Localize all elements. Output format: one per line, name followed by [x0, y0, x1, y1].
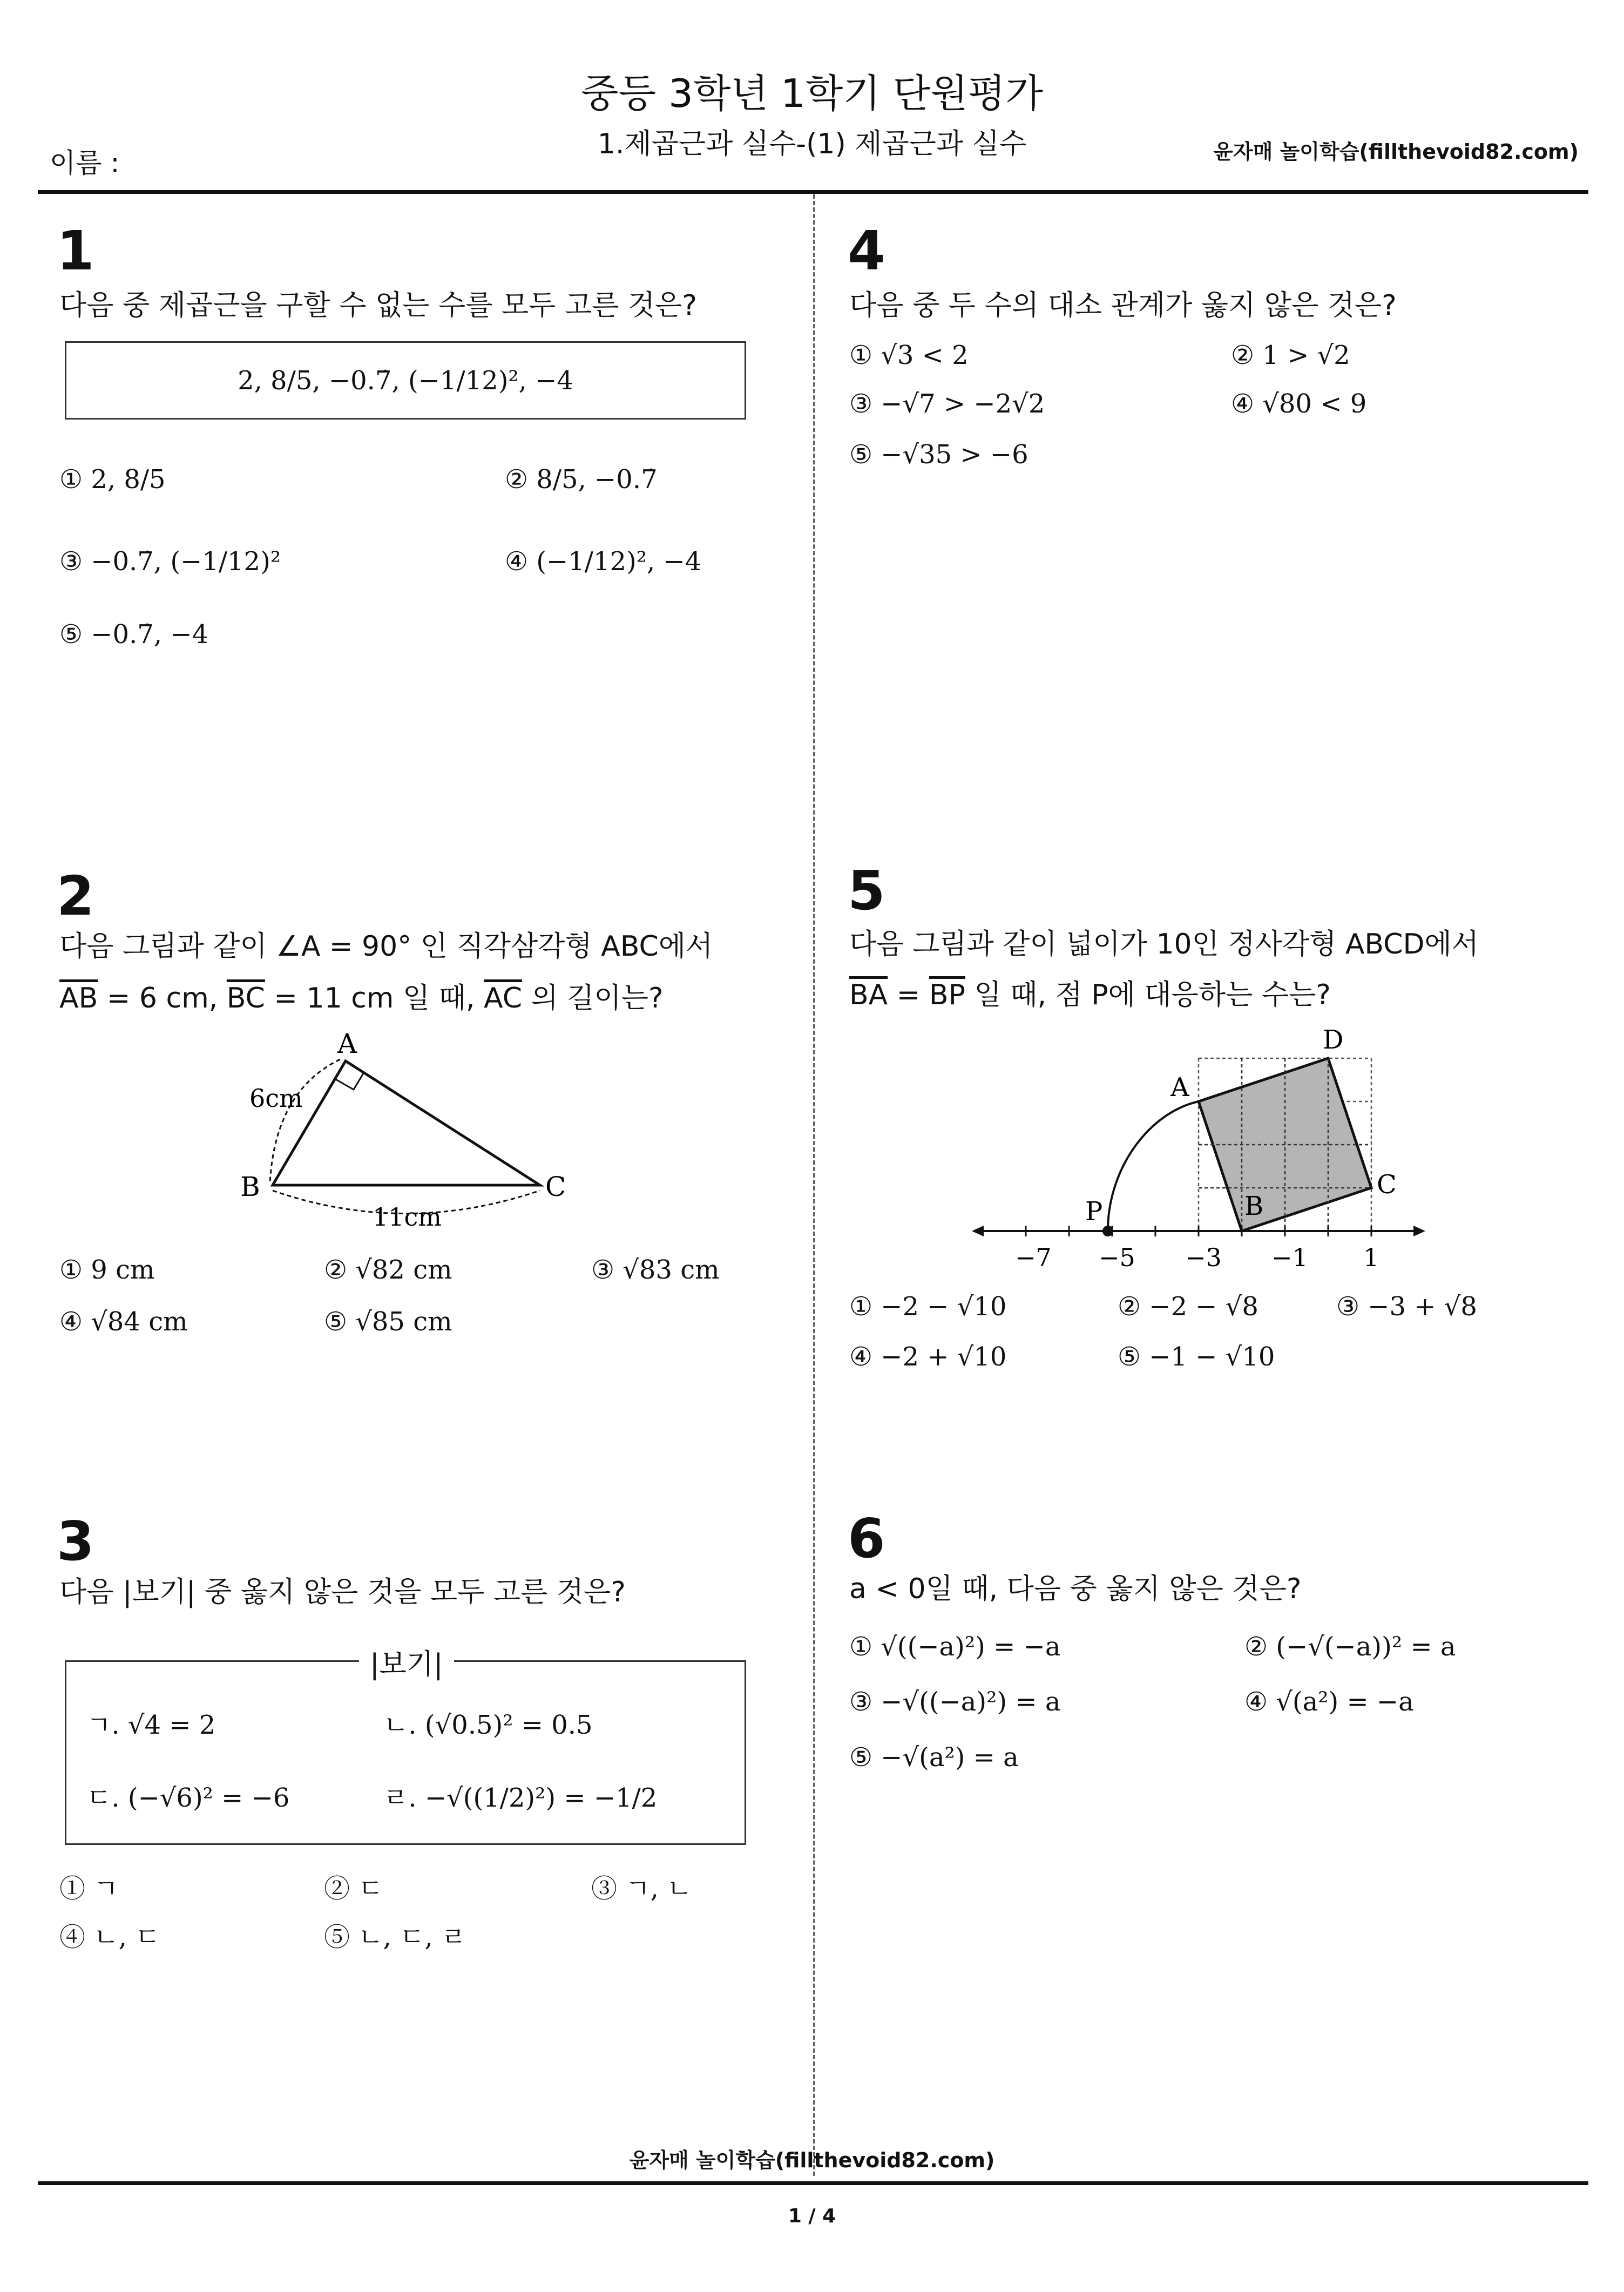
segment-ac: $\overline{AC}$: [484, 982, 522, 1015]
option-2[interactable]: ② ㄷ: [324, 1874, 383, 1904]
tick-label: 1: [1363, 1243, 1379, 1272]
question-number: 6: [848, 1507, 885, 1570]
question-number: 5: [848, 859, 885, 922]
given-numbers-box: 2, 8/5, −0.7̇, (−1/12)², −4: [65, 341, 746, 420]
option-5[interactable]: ⑤ ㄴ, ㄷ, ㄹ: [324, 1922, 466, 1952]
question-text: 다음 중 두 수의 대소 관계가 옳지 않은 것은?: [849, 289, 1397, 322]
question-number: 4: [848, 219, 885, 282]
question-text-line2: $\overline{BA} = \overline{BP}$ 일 때, 점 P에 대응하는 수는?: [849, 979, 1331, 1011]
question-text: 다음 그림과 같이 넓이가 10인 정사각형 ABCD에서: [849, 928, 1479, 961]
option-5[interactable]: ⑤ −√(a²) = a: [849, 1742, 1019, 1773]
bogi-item: ㄷ. (−√6)² = −6: [86, 1783, 290, 1813]
segment-bp: $\overline{BP}$: [929, 979, 965, 1011]
point-p-label: P: [1085, 1196, 1103, 1227]
option-3[interactable]: ③ −√((−a)²) = a: [849, 1687, 1061, 1717]
point-p-dot: [1102, 1226, 1113, 1236]
ab-dashed-arc: [270, 1059, 340, 1182]
left-arrow: [972, 1226, 984, 1236]
option-5[interactable]: ⑤ −1 − √10: [1118, 1342, 1275, 1372]
square-number-line-figure: [966, 1020, 1431, 1274]
option-3[interactable]: ③ −0.7̇, (−1/12)²: [59, 546, 281, 577]
question-text-line2: $\overline{AB} = 6$ cm, $\overline{BC} = 11$ cm 일 때, $\overline{AC}$ 의 길이는?: [59, 982, 664, 1015]
option-2[interactable]: ② 8/5, −0.7̇: [505, 464, 658, 495]
bogi-title: |보기|: [359, 1641, 454, 1682]
vertex-b-label: B: [1244, 1191, 1264, 1221]
option-5[interactable]: ⑤ −0.7̇, −4: [59, 619, 209, 650]
option-4[interactable]: ④ (−1/12)², −4: [505, 546, 702, 577]
bogi-box: [65, 1660, 746, 1845]
option-4[interactable]: ④ √80 < 9: [1231, 389, 1367, 419]
bc-length-label: 11cm: [373, 1202, 442, 1232]
option-2[interactable]: ② 1 > √2: [1231, 340, 1350, 370]
question-text: 다음 그림과 같이 ∠A = 90° 인 직각삼각형 ABC에서: [59, 930, 713, 963]
option-3[interactable]: ③ −3 + √8: [1336, 1292, 1477, 1322]
option-3[interactable]: ③ √83 cm: [591, 1255, 720, 1285]
vertex-a-label: A: [1170, 1072, 1189, 1103]
option-2[interactable]: ② (−√(−a))² = a: [1244, 1632, 1456, 1662]
triangle-figure: [227, 1026, 605, 1242]
option-2[interactable]: ② √82 cm: [324, 1255, 452, 1285]
vertex-c-label: C: [545, 1171, 566, 1202]
option-4[interactable]: ④ −2 + √10: [849, 1342, 1007, 1372]
question-number: 2: [57, 864, 94, 928]
bogi-item: ㄹ. −√((1/2)²) = −1/2: [383, 1783, 658, 1813]
option-4[interactable]: ④ √84 cm: [59, 1307, 188, 1337]
tick-label: −5: [1099, 1243, 1135, 1272]
vertex-a-label: A: [337, 1028, 357, 1059]
option-4[interactable]: ④ ㄴ, ㄷ: [59, 1922, 160, 1952]
option-1[interactable]: ① √((−a)²) = −a: [849, 1632, 1061, 1662]
option-1[interactable]: ① 9 cm: [59, 1255, 155, 1285]
option-5[interactable]: ⑤ √85 cm: [324, 1307, 452, 1337]
name-label: 이름 :: [50, 147, 120, 179]
option-1[interactable]: ① 2, 8/5: [59, 464, 166, 495]
tick-label: −3: [1185, 1243, 1222, 1272]
segment-bc: $\overline{BC}$: [226, 982, 265, 1015]
vertex-c-label: C: [1377, 1169, 1397, 1200]
question-text: a < 0일 때, 다음 중 옳지 않은 것은?: [849, 1573, 1302, 1605]
bogi-item: ㄴ. (√0.5)² = 0.5: [383, 1710, 593, 1740]
option-1[interactable]: ① √3 < 2: [849, 340, 969, 370]
option-2[interactable]: ② −2 − √8: [1118, 1292, 1258, 1322]
page-title: 중등 3학년 1학기 단원평가: [581, 71, 1043, 116]
question-number: 3: [57, 1510, 94, 1573]
option-4[interactable]: ④ √(a²) = −a: [1244, 1687, 1414, 1717]
option-5[interactable]: ⑤ −√35 > −6: [849, 440, 1028, 470]
option-3[interactable]: ③ −√7 > −2√2: [849, 389, 1045, 419]
option-1[interactable]: ① −2 − √10: [849, 1292, 1007, 1322]
right-angle-mark: [335, 1073, 363, 1090]
footer-rule: [38, 2181, 1588, 2185]
question-text: 다음 중 제곱근을 구할 수 없는 수를 모두 고른 것은?: [59, 289, 698, 322]
bogi-item: ㄱ. √4 = 2: [86, 1710, 216, 1740]
question-text: 다음 |보기| 중 옳지 않은 것을 모두 고른 것은?: [59, 1576, 626, 1608]
header-site: 윤자매 놀이학습(fillthevoid82.com): [1213, 140, 1579, 164]
question-number: 1: [57, 219, 94, 282]
arc-ba-to-bp: [1108, 1101, 1199, 1227]
header-rule: [38, 190, 1588, 194]
vertex-b-label: B: [240, 1171, 260, 1202]
tick-label: −1: [1271, 1243, 1308, 1272]
footer-site: 윤자매 놀이학습(fillthevoid82.com): [629, 2148, 995, 2172]
triangle-abc: [273, 1061, 540, 1185]
right-arrow: [1413, 1226, 1425, 1236]
column-divider: [813, 194, 815, 2176]
segment-ba: $\overline{BA}$: [849, 979, 888, 1011]
option-1[interactable]: ① ㄱ: [59, 1874, 119, 1904]
page-number: 1 / 4: [788, 2205, 836, 2227]
option-3[interactable]: ③ ㄱ, ㄴ: [591, 1874, 692, 1904]
tick-label: −7: [1015, 1243, 1052, 1272]
vertex-d-label: D: [1323, 1025, 1344, 1055]
segment-ab: $\overline{AB}$: [59, 982, 98, 1015]
page-subtitle: 1.제곱근과 실수-(1) 제곱근과 실수: [597, 128, 1027, 160]
ab-length-label: 6cm: [249, 1084, 303, 1113]
